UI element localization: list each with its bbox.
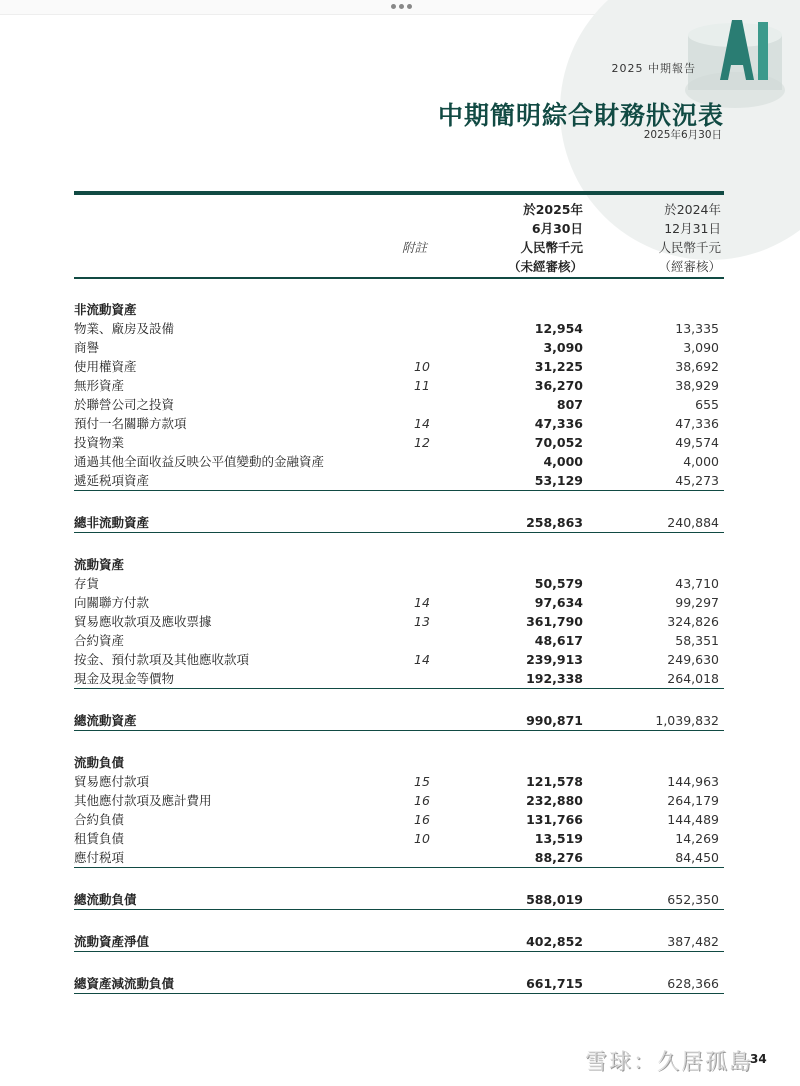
- header-bottom-rule: [74, 277, 724, 279]
- section-heading: 流動資產: [74, 557, 125, 572]
- table-row: 預付一名關聯方款項 14 47,336 47,336: [74, 416, 719, 431]
- table-row: 物業、廠房及設備 12,954 13,335: [74, 321, 719, 336]
- net-current-assets-row: 流動資產淨值 402,852 387,482: [74, 932, 724, 952]
- total-assets-less-current-liabilities-row: 總資產減流動負債 661,715 628,366: [74, 974, 724, 994]
- section-heading: 流動負債: [74, 755, 125, 770]
- table-row: 貿易應付款項 15 121,578 144,963: [74, 774, 719, 789]
- total-row: 總非流動資產 258,863 240,884: [74, 513, 724, 533]
- table-row: 存貨 50,579 43,710: [74, 576, 719, 591]
- table-row: 投資物業 12 70,052 49,574: [74, 435, 719, 450]
- section-heading: 非流動資產: [74, 302, 137, 317]
- more-options-icon[interactable]: [391, 4, 412, 9]
- table-row: 遞延税項資產 53,129 45,273: [74, 471, 724, 491]
- report-name: 2025 中期報告: [611, 62, 696, 75]
- watermark: 雪球：久居孤島: [585, 1050, 754, 1075]
- table-row: 租賃負債 10 13,519 14,269: [74, 831, 719, 846]
- table-row: 於聯營公司之投資 807 655: [74, 397, 719, 412]
- column-header-prior: 於2024年 12月31日 人民幣千元 （經審核）: [658, 202, 721, 274]
- header-rule: [74, 191, 724, 195]
- page-number: 34: [750, 1052, 767, 1066]
- table-row: 其他應付款項及應計費用 16 232,880 264,179: [74, 793, 719, 808]
- column-header-note: 附註: [402, 240, 428, 255]
- table-row: 應付税項 88,276 84,450: [74, 848, 724, 868]
- total-row: 總流動資產 990,871 1,039,832: [74, 711, 724, 731]
- table-row: 通過其他全面收益反映公平值變動的金融資產 4,000 4,000: [74, 454, 719, 469]
- table-row: 向關聯方付款 14 97,634 99,297: [74, 595, 719, 610]
- table-row: 使用權資產 10 31,225 38,692: [74, 359, 719, 374]
- page-title: 中期簡明綜合財務狀況表: [437, 101, 724, 130]
- table-row: 商譽 3,090 3,090: [74, 340, 719, 355]
- table-row: 現金及現金等價物 192,338 264,018: [74, 669, 724, 689]
- column-header-current: 於2025年 6月30日 人民幣千元 （未經審核）: [507, 202, 583, 274]
- table-row: 貿易應收款項及應收票據 13 361,790 324,826: [74, 614, 719, 629]
- table-row: 合約負債 16 131,766 144,489: [74, 812, 719, 827]
- table-row: 按金、預付款項及其他應收款項 14 239,913 249,630: [74, 652, 719, 667]
- statement-date: 2025年6月30日: [643, 129, 722, 141]
- table-row: 合約資產 48,617 58,351: [74, 633, 719, 648]
- total-row: 總流動負債 588,019 652,350: [74, 890, 724, 910]
- table-row: 無形資產 11 36,270 38,929: [74, 378, 719, 393]
- financial-position-table: [74, 300, 724, 994]
